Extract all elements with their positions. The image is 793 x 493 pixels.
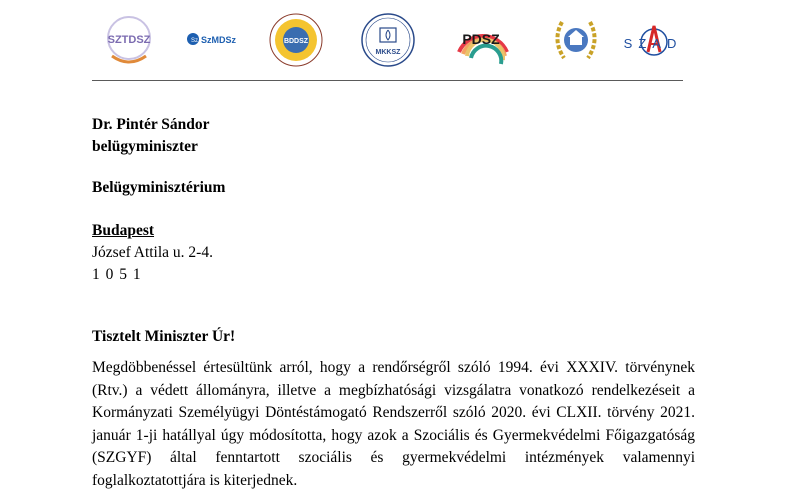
szad-logo-text: SZAD [623, 36, 683, 51]
letterhead-divider [92, 80, 683, 81]
letterhead-logos [0, 0, 793, 78]
szmdsz-logo [186, 12, 238, 68]
bddsz-logo-text: BDDSZ [283, 38, 309, 45]
szmdsz-logo-text: SzMDSz [201, 35, 237, 45]
recipient-title: belügyminiszter [92, 138, 198, 155]
pdsz-logo-text: PDSZ [462, 31, 500, 47]
recipient-name: Dr. Pintér Sándor [92, 116, 210, 133]
recipient-postcode: 1 0 5 1 [92, 266, 142, 283]
pdsz-logo [455, 12, 511, 68]
mkksz-logo [360, 12, 416, 68]
recipient-street: József Attila u. 2-4. [92, 244, 213, 261]
letter-body-line: (Rtv.) a védett állományra, illetve a megbízhatósági vizsgálatra vonatkozó rendelkezéseit a [92, 381, 695, 399]
recipient-city: Budapest [92, 222, 155, 239]
letter-body-line: (SZGYF) által fenntartott szociális és gyermekvédelmi intézmények valamennyi [92, 449, 695, 467]
letter-body-line: Megdöbbenéssel értesültünk arról, hogy a rendőrségről szóló 1994. évi XXXIV. törvénynek [92, 359, 695, 376]
sztdsz-logo-text: SZTDSZ [107, 34, 151, 46]
letter-body-paragraph [92, 357, 695, 493]
svg-text:Sz: Sz [191, 38, 199, 44]
bddsz-logo [268, 12, 324, 68]
laurel-logo [550, 12, 602, 68]
recipient-ministry: Belügyminisztérium [92, 179, 226, 196]
szad-logo [620, 12, 686, 68]
salutation: Tisztelt Miniszter Úr! [92, 328, 236, 345]
sztdsz-logo [104, 12, 154, 68]
letter-body-line: foglalkoztatottjára is kiterjednek. [92, 471, 298, 489]
letter-body-line: január 1-ji hatállyal úgy módosította, hogy azok a Szociális és Gyermekvédelmi Főigazgatóság [92, 426, 695, 444]
mkksz-logo-text: MKKSZ [375, 49, 401, 56]
letter-body-line: Kormányzati Személyügyi Döntéstámogató Rendszerről szóló 2020. évi CLXII. törvény 2021. [92, 404, 695, 422]
